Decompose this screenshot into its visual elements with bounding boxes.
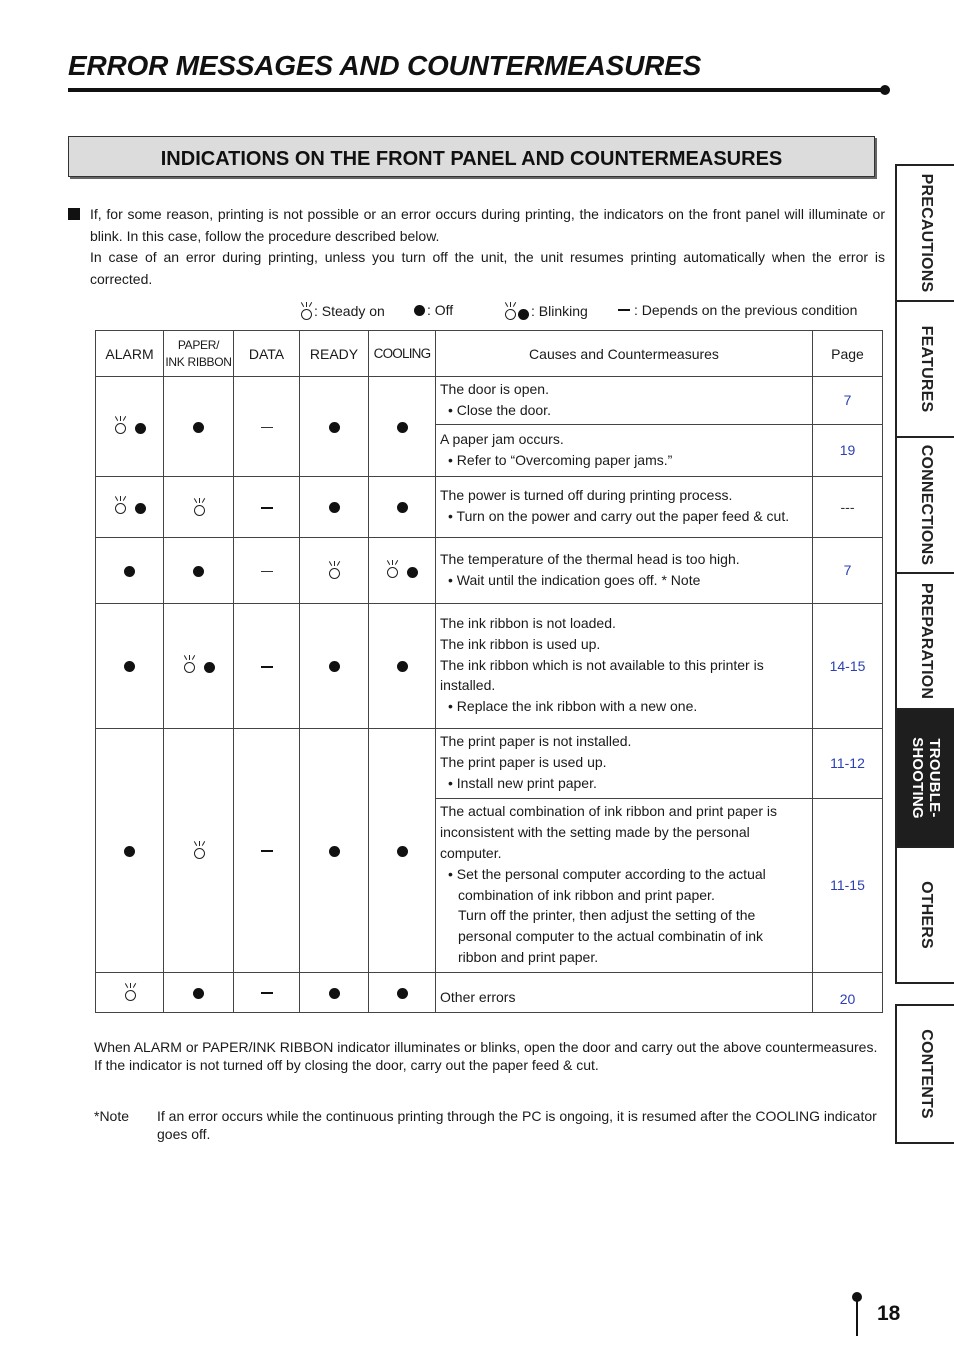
tab-others[interactable] — [895, 846, 954, 984]
off-icon — [329, 502, 340, 513]
tab-precautions-label: PRECAUTIONS — [917, 173, 935, 293]
off-icon — [193, 422, 204, 433]
cause-text: The print paper is not installed. — [440, 733, 632, 750]
cause-text: Other errors — [440, 988, 516, 1005]
dash-icon — [261, 666, 273, 668]
dash-icon — [261, 571, 273, 572]
tab-contents-label: CONTENTS — [917, 1029, 935, 1119]
indicator-table — [95, 330, 883, 1013]
col-cooling: COOLING — [369, 331, 436, 377]
steady-on-icon — [193, 841, 205, 859]
steady-on-icon — [300, 302, 312, 320]
countermeasure-step: Turn off the printer, then adjust the setting of the personal computer to the actual combinatin of ink ribbon and print paper. — [458, 907, 764, 965]
col-data: DATA — [234, 331, 300, 377]
cause-text: The temperature of the thermal head is too high. — [440, 550, 740, 567]
off-icon — [329, 988, 340, 999]
col-paper-label: PAPER/ — [177, 337, 220, 352]
tab-features-label: FEATURES — [917, 325, 935, 413]
table-row — [96, 476, 883, 537]
alarm-indicator — [96, 377, 164, 477]
note-text: If an error occurs while the continuous printing through the PC is ongoing, it is resumed after the COOLING indicator goes off. — [157, 1108, 877, 1142]
title-rule — [68, 88, 886, 92]
page-ref: 7 — [813, 537, 883, 603]
cause-text: The ink ribbon is not loaded. — [440, 615, 616, 632]
ready-indicator — [300, 728, 369, 972]
countermeasure-step: • Set the personal computer according to the actual combination of ink ribbon and print paper. — [448, 865, 766, 903]
cause-text: The print paper is used up. — [440, 754, 607, 771]
dash-icon — [261, 850, 273, 852]
title-rule-dot — [880, 85, 890, 95]
cause-text: The power is turned off during printing process. — [440, 487, 733, 504]
paper-indicator — [164, 377, 234, 477]
off-icon — [329, 846, 340, 857]
note-label: *Note — [94, 1108, 130, 1124]
steady-on-icon — [124, 983, 136, 1001]
blinking-icon — [114, 496, 146, 514]
bullet-square-icon — [68, 208, 80, 220]
tab-features[interactable] — [895, 300, 954, 438]
cause-text: The actual combination of ink ribbon and print paper is inconsistent with the setting made by the personal computer. — [440, 803, 777, 861]
legend-steady-on-label: : Steady on — [314, 303, 385, 319]
legend-off — [414, 302, 453, 318]
paper-indicator — [164, 603, 234, 728]
countermeasure-text: • Refer to “Overcoming paper jams.” — [448, 451, 673, 468]
col-page: Page — [813, 331, 883, 377]
off-icon — [193, 566, 204, 577]
intro-text — [90, 204, 885, 290]
cause-cell — [436, 424, 813, 476]
steady-on-icon — [193, 498, 205, 516]
page-number-dot — [852, 1292, 862, 1302]
off-icon — [329, 422, 340, 433]
alarm-indicator — [96, 476, 164, 537]
data-indicator — [234, 728, 300, 972]
blinking-icon — [504, 302, 529, 320]
alarm-indicator — [96, 728, 164, 972]
off-icon — [414, 305, 425, 316]
tab-preparation[interactable] — [895, 572, 954, 710]
cause-cell — [436, 972, 813, 1012]
off-icon — [193, 988, 204, 999]
cause-text: The ink ribbon is used up. — [440, 635, 601, 652]
legend-blinking-label: : Blinking — [531, 303, 588, 319]
page-ref: 20 — [813, 972, 883, 1012]
blinking-icon — [183, 655, 215, 673]
tab-trouble-label-line2: SHOOTING — [908, 737, 926, 819]
intro-paragraph-1: If, for some reason, printing is not possible or an error occurs during printing, the indicators on the front panel will illuminate or blink. In this case, follow the procedure described below. — [90, 206, 885, 244]
alarm-indicator — [96, 537, 164, 603]
page-ref: 19 — [813, 424, 883, 476]
cause-cell — [436, 798, 813, 972]
off-icon — [397, 502, 408, 513]
off-icon — [397, 422, 408, 433]
data-indicator — [234, 476, 300, 537]
blinking-icon — [114, 416, 146, 434]
cooling-indicator — [369, 377, 436, 477]
ready-indicator — [300, 603, 369, 728]
countermeasure-text: • Replace the ink ribbon with a new one. — [448, 698, 698, 715]
off-icon — [124, 661, 135, 672]
countermeasure-text: • Close the door. — [448, 401, 551, 418]
col-causes: Causes and Countermeasures — [436, 331, 813, 377]
cause-text: A paper jam occurs. — [440, 430, 564, 447]
page-ref: 11-12 — [813, 728, 883, 798]
off-icon — [329, 661, 340, 672]
cause-cell — [436, 476, 813, 537]
table-row — [96, 728, 883, 798]
off-icon — [124, 566, 135, 577]
legend-steady-on — [300, 302, 385, 320]
page-number-rule — [856, 1296, 858, 1336]
table-header-row — [96, 331, 883, 377]
paper-indicator — [164, 728, 234, 972]
col-paper-ink-ribbon — [164, 331, 234, 377]
legend-depends — [618, 302, 857, 318]
cooling-indicator — [369, 728, 436, 972]
data-indicator — [234, 377, 300, 477]
col-alarm: ALARM — [96, 331, 164, 377]
indicator-legend — [300, 302, 880, 324]
steady-on-icon — [328, 561, 340, 579]
dash-icon — [261, 992, 273, 994]
cooling-indicator — [369, 537, 436, 603]
alarm-indicator — [96, 603, 164, 728]
cooling-indicator — [369, 476, 436, 537]
cause-cell — [436, 603, 813, 728]
cause-cell — [436, 377, 813, 425]
tab-contents[interactable] — [895, 1004, 954, 1144]
ready-indicator — [300, 972, 369, 1012]
alarm-indicator — [96, 972, 164, 1012]
col-ready: READY — [300, 331, 369, 377]
tab-precautions[interactable] — [895, 164, 954, 302]
cause-text: The ink ribbon which is not available to this printer is installed. — [440, 656, 764, 694]
cause-cell — [436, 728, 813, 798]
page-number: 18 — [877, 1302, 901, 1325]
dash-icon — [261, 427, 273, 428]
page-title: ERROR MESSAGES AND COUNTERMEASURES — [68, 50, 702, 81]
note-paragraph-1: When ALARM or PAPER/INK RIBBON indicator illuminates or blinks, open the door and carry out the above countermeasures. — [94, 1039, 878, 1055]
tab-others-label: OTHERS — [917, 881, 935, 949]
table-row — [96, 603, 883, 728]
off-icon — [397, 846, 408, 857]
paper-indicator — [164, 476, 234, 537]
tab-preparation-label: PREPARATION — [917, 582, 935, 700]
blinking-icon — [386, 560, 418, 578]
countermeasure-text: • Install new print paper. — [448, 774, 597, 791]
legend-depends-label: : Depends on the previous condition — [634, 302, 858, 318]
off-icon — [124, 846, 135, 857]
data-indicator — [234, 972, 300, 1012]
tab-connections-label: CONNECTIONS — [917, 444, 935, 566]
cause-text: The door is open. — [440, 381, 549, 397]
ready-indicator — [300, 537, 369, 603]
tab-troubleshooting[interactable] — [895, 708, 954, 848]
page-ref: 7 — [813, 377, 883, 425]
footer-notes — [94, 1039, 884, 1074]
legend-off-label: : Off — [427, 302, 454, 318]
table-row — [96, 377, 883, 425]
countermeasure-text: • Turn on the power and carry out the paper feed & cut. — [448, 508, 790, 525]
off-icon — [397, 988, 408, 999]
page-ref: --- — [813, 476, 883, 537]
page-ref: 14-15 — [813, 603, 883, 728]
paper-indicator — [164, 537, 234, 603]
data-indicator — [234, 537, 300, 603]
section-heading-box — [68, 136, 875, 177]
tab-troubleshooting-label — [909, 737, 943, 819]
tab-trouble-label-line1: TROUBLE- — [925, 738, 943, 818]
cause-cell — [436, 537, 813, 603]
dash-icon — [618, 309, 630, 311]
note-paragraph-2: If the indicator is not turned off by closing the door, carry out the paper feed & cut. — [94, 1056, 599, 1073]
paper-indicator — [164, 972, 234, 1012]
off-icon — [397, 661, 408, 672]
intro-paragraph-2: In case of an error during printing, unless you turn off the unit, the unit resumes printing automatically when the error is corrected. — [90, 249, 885, 287]
dash-icon — [261, 507, 273, 509]
data-indicator — [234, 603, 300, 728]
countermeasure-text — [440, 864, 808, 968]
section-title: INDICATIONS ON THE FRONT PANEL AND COUNTERMEASURES — [160, 148, 783, 170]
cooling-indicator — [369, 603, 436, 728]
tab-connections[interactable] — [895, 436, 954, 574]
table-row — [96, 537, 883, 603]
ready-indicator — [300, 377, 369, 477]
table-row — [96, 972, 883, 1012]
col-ink-ribbon-label: INK RIBBON — [165, 354, 232, 369]
legend-blinking — [504, 302, 588, 320]
countermeasure-text: • Wait until the indication goes off. * Note — [448, 571, 701, 588]
page-ref: 11-15 — [813, 798, 883, 972]
ready-indicator — [300, 476, 369, 537]
cooling-indicator — [369, 972, 436, 1012]
